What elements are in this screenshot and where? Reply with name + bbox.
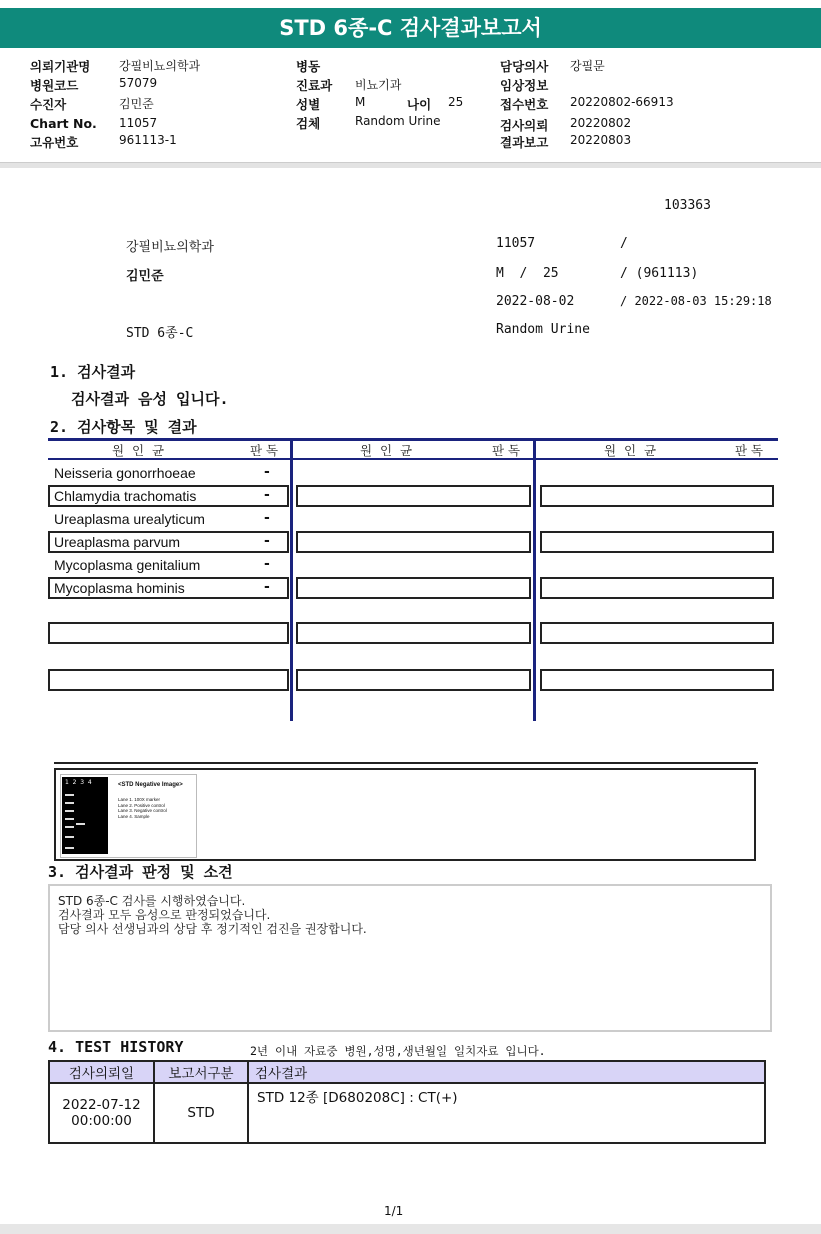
summary-report-datetime: / 2022-08-03 15:29:18 <box>620 294 772 308</box>
summary-specimen: Random Urine <box>496 322 590 337</box>
organism-name: Ureaplasma urealyticum <box>54 511 205 527</box>
label-institution: 의뢰기관명 <box>30 59 91 74</box>
value-department: 비뇨기과 <box>355 78 402 92</box>
bottom-bar <box>0 1224 821 1234</box>
label-department: 진료과 <box>296 78 333 93</box>
value-hospital-code: 57079 <box>119 76 158 90</box>
history-date: 2022-07-12 <box>62 1097 141 1113</box>
header-separator <box>0 162 821 168</box>
summary-request-date: 2022-08-02 <box>496 294 575 309</box>
empty-row-box <box>48 622 289 644</box>
empty-row-box <box>540 485 774 507</box>
value-doctor: 강필문 <box>570 59 605 73</box>
organism-name: Mycoplasma hominis <box>54 580 185 596</box>
label-ward: 병동 <box>296 59 321 74</box>
gel-legend-item: Lane 1. 100X marker <box>118 797 161 802</box>
comment-line: 검사결과 모두 음성으로 판정되었습니다. <box>58 908 271 922</box>
comment-line: 담당 의사 선생님과의 상담 후 정기적인 검진을 권장합니다. <box>58 922 367 936</box>
label-doctor: 담당의사 <box>500 59 549 74</box>
empty-row-box <box>296 531 531 553</box>
empty-row-box <box>48 669 289 691</box>
label-request-date: 검사의뢰 <box>500 118 549 133</box>
section3-title: 3. 검사결과 판정 및 소견 <box>48 863 233 881</box>
empty-row-box <box>540 622 774 644</box>
section2-title: 2. 검사항목 및 결과 <box>50 418 197 436</box>
serial-number: 103363 <box>664 198 711 213</box>
gel-legend-item: Lane 4. Sample <box>118 813 150 819</box>
summary-chart-no: 11057 <box>496 236 536 251</box>
gel-band <box>76 823 85 825</box>
col1-header-organism: 원 인 균 <box>112 443 165 458</box>
section1-result: 검사결과 음성 입니다. <box>71 390 229 408</box>
value-unique-id: 961113-1 <box>119 133 177 147</box>
organism-result: - <box>264 556 270 572</box>
value-request-date: 20220802 <box>570 116 632 130</box>
history-header-date: 검사의뢰일 <box>49 1061 154 1083</box>
label-unique-id: 고유번호 <box>30 135 79 150</box>
gel-lanes-image <box>62 777 108 854</box>
organism-result: - <box>264 487 270 503</box>
value-institution: 강필비뇨의학과 <box>119 59 201 73</box>
history-header-row <box>49 1061 765 1083</box>
col3-header-organism: 원 인 균 <box>604 443 657 458</box>
summary-clinic: 강필비뇨의학과 <box>126 240 214 255</box>
table-row <box>49 1083 765 1143</box>
label-age: 나이 <box>407 97 432 112</box>
gel-band <box>65 794 74 796</box>
empty-row-box <box>540 531 774 553</box>
label-receipt-no: 접수번호 <box>500 97 549 112</box>
organism-result: - <box>264 464 270 480</box>
comment-line: STD 6종-C 검사를 시행하였습니다. <box>58 894 246 908</box>
empty-row-box <box>296 669 531 691</box>
history-time: 00:00:00 <box>71 1113 132 1129</box>
summary-sex-age: M / 25 <box>496 266 559 281</box>
history-type: STD <box>154 1083 248 1143</box>
page-number: 1/1 <box>384 1204 404 1218</box>
history-header-result: 검사결과 <box>248 1061 765 1083</box>
col1-header-result: 판 독 <box>250 443 279 458</box>
organism-name: Neisseria gonorrhoeae <box>54 465 196 481</box>
col2-header-organism: 원 인 균 <box>360 443 413 458</box>
summary-patient: 김민준 <box>126 269 164 284</box>
label-clinical-info: 임상정보 <box>500 78 549 93</box>
organism-name: Mycoplasma genitalium <box>54 557 201 573</box>
label-patient: 수진자 <box>30 97 67 112</box>
gel-top-rule <box>54 762 758 764</box>
gel-band <box>65 802 74 804</box>
empty-row-box <box>540 669 774 691</box>
gel-band <box>65 847 74 849</box>
value-report-date: 20220803 <box>570 133 632 147</box>
value-patient: 김민준 <box>119 97 154 111</box>
col2-header-result: 판 독 <box>492 443 521 458</box>
col3-header-result: 판 독 <box>735 443 764 458</box>
label-chart-no: Chart No. <box>30 116 97 131</box>
value-age: 25 <box>448 95 464 109</box>
gel-legend-item: Lane 2. Positive control <box>118 802 165 808</box>
empty-row-box <box>540 577 774 599</box>
organism-result: - <box>264 510 270 526</box>
column-divider <box>533 441 536 721</box>
gel-band <box>65 836 74 838</box>
summary-slash: / <box>620 236 628 251</box>
gel-caption-title: <STD Negative Image> <box>118 782 183 788</box>
summary-birth: / (961113) <box>620 266 699 281</box>
empty-row-box <box>296 577 531 599</box>
section1-title: 1. 검사결과 <box>50 363 136 381</box>
value-chart-no: 11057 <box>119 116 158 130</box>
history-table <box>48 1060 766 1144</box>
empty-row-box <box>296 622 531 644</box>
history-result: STD 12종 [D680208C] : CT(+) <box>248 1083 765 1143</box>
gel-lane-numbers: 1 2 3 4 <box>65 779 92 786</box>
organism-result: - <box>264 579 270 595</box>
empty-row-box <box>296 485 531 507</box>
label-hospital-code: 병원코드 <box>30 78 79 93</box>
gel-band <box>65 810 74 812</box>
value-sex: M <box>355 95 366 109</box>
label-sex: 성별 <box>296 97 321 112</box>
organism-result: - <box>264 533 270 549</box>
gel-legend-item: Lane 3. Negative control <box>118 808 167 813</box>
value-specimen: Random Urine <box>355 114 441 128</box>
label-specimen: 검체 <box>296 116 321 131</box>
organism-name: Ureaplasma parvum <box>54 534 181 550</box>
gel-band <box>65 826 74 828</box>
column-divider <box>290 441 293 721</box>
history-header-type: 보고서구분 <box>154 1061 248 1083</box>
report-title: STD 6종-C 검사결과보고서 <box>279 16 542 40</box>
gel-legend <box>118 797 167 819</box>
summary-test-name: STD 6종-C <box>126 326 194 341</box>
gel-band <box>65 818 74 820</box>
organism-name: Chlamydia trachomatis <box>54 488 197 504</box>
history-note: 2년 이내 자료중 병원,성명,생년월일 일치자료 입니다. <box>250 1044 546 1058</box>
section4-title: 4. TEST HISTORY <box>48 1038 184 1056</box>
label-report-date: 결과보고 <box>500 135 549 150</box>
history-date-cell <box>49 1083 154 1143</box>
value-receipt-no: 20220802-66913 <box>570 95 674 109</box>
